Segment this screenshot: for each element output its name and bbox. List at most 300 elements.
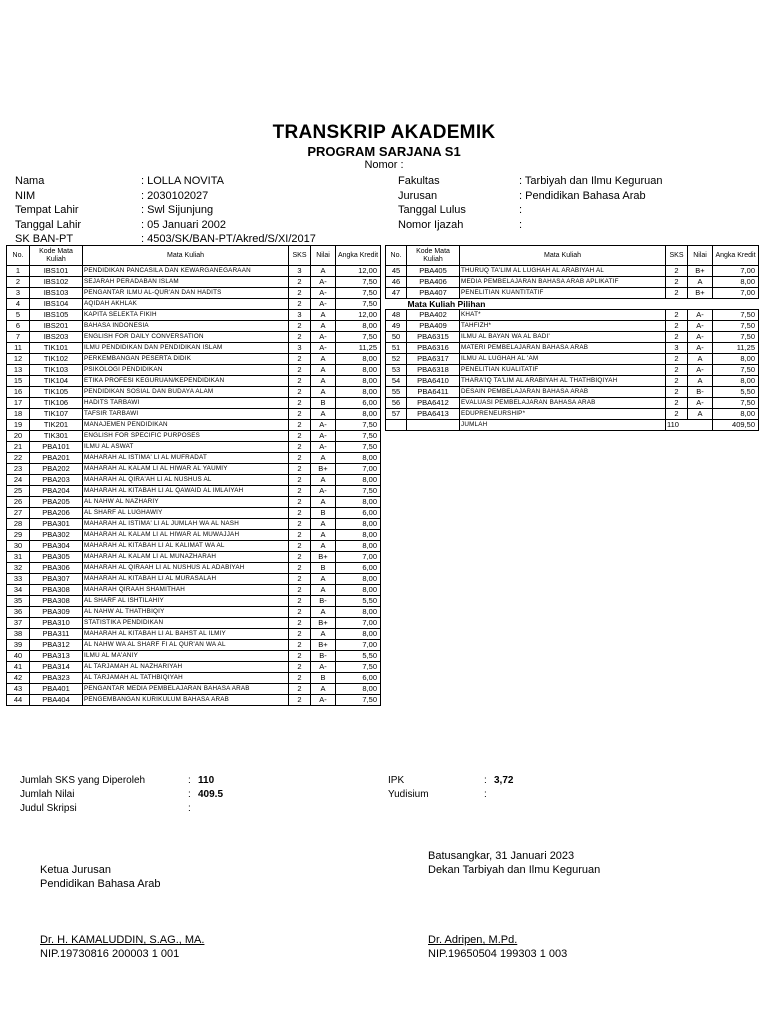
course-name: TAFSIR TARBAWI bbox=[83, 409, 289, 420]
course-sks: 2 bbox=[289, 475, 311, 486]
course-sks: 3 bbox=[289, 310, 311, 321]
course-sks: 2 bbox=[289, 464, 311, 475]
course-code: PBA101 bbox=[30, 442, 83, 453]
header-sks: SKS bbox=[666, 246, 688, 266]
document-title: TRANSKRIP AKADEMIK bbox=[272, 122, 496, 143]
table-row bbox=[386, 310, 759, 321]
course-name: MEDIA PEMBELAJARAN BAHASA ARAB APLIKATIF bbox=[460, 277, 666, 288]
table-row bbox=[7, 332, 381, 343]
table-row bbox=[7, 343, 381, 354]
course-sks: 2 bbox=[289, 541, 311, 552]
course-credit: 12,00 bbox=[336, 310, 381, 321]
course-code: PBA313 bbox=[30, 651, 83, 662]
head-signature-name bbox=[40, 933, 204, 961]
head-department: Pendidikan Bahasa Arab bbox=[40, 878, 161, 890]
course-grade: A- bbox=[688, 332, 713, 343]
table-row bbox=[386, 266, 759, 277]
header-nilai: Nilai bbox=[688, 246, 713, 266]
course-sks: 2 bbox=[289, 288, 311, 299]
table-row bbox=[7, 541, 381, 552]
course-sks: 2 bbox=[289, 332, 311, 343]
course-name: PENGANTAR MEDIA PEMBELAJARAN BAHASA ARAB bbox=[83, 684, 289, 695]
table-row bbox=[386, 409, 759, 420]
course-name: SEJARAH PERADABAN ISLAM bbox=[83, 277, 289, 288]
course-credit: 7,00 bbox=[336, 552, 381, 563]
summary-row bbox=[20, 774, 223, 788]
course-no: 34 bbox=[7, 585, 30, 596]
course-sks: 2 bbox=[666, 332, 688, 343]
course-credit: 5,50 bbox=[713, 387, 759, 398]
course-code: PBA204 bbox=[30, 486, 83, 497]
course-name: KAPITA SELEKTA FIKIH bbox=[83, 310, 289, 321]
course-credit: 6,00 bbox=[336, 398, 381, 409]
table-row bbox=[7, 409, 381, 420]
course-grade: B+ bbox=[311, 464, 336, 475]
info-label: Tempat Lahir bbox=[15, 204, 79, 216]
course-sks: 2 bbox=[289, 497, 311, 508]
info-value: : 2030102027 bbox=[141, 189, 209, 202]
course-name: MAHARAH QIRAAH SHAMITHAH bbox=[83, 585, 289, 596]
course-no: 53 bbox=[386, 365, 407, 376]
table-row bbox=[7, 288, 381, 299]
summary-row bbox=[20, 788, 223, 802]
course-grade: A bbox=[311, 321, 336, 332]
course-grade: A- bbox=[311, 299, 336, 310]
course-no: 33 bbox=[7, 574, 30, 585]
course-credit: 7,00 bbox=[713, 288, 759, 299]
course-code: IBS105 bbox=[30, 310, 83, 321]
info-value: : bbox=[519, 218, 523, 231]
course-sks: 2 bbox=[289, 519, 311, 530]
table-row bbox=[7, 475, 381, 486]
course-name: PSIKOLOGI PENDIDIKAN bbox=[83, 365, 289, 376]
course-name: MATERI PEMBELAJARAN BAHASA ARAB bbox=[460, 343, 666, 354]
info-label: Tanggal Lahir bbox=[15, 218, 82, 231]
course-sks: 2 bbox=[289, 486, 311, 497]
course-no: 35 bbox=[7, 596, 30, 607]
course-credit: 7,50 bbox=[713, 365, 759, 376]
course-credit: 7,00 bbox=[713, 266, 759, 277]
course-sks: 2 bbox=[289, 376, 311, 387]
course-sks: 2 bbox=[289, 673, 311, 684]
summary-row bbox=[388, 788, 513, 802]
summary-label: Jumlah SKS yang Diperoleh bbox=[20, 775, 146, 786]
course-no: 17 bbox=[7, 398, 30, 409]
course-code: PBA202 bbox=[30, 464, 83, 475]
course-grade: A bbox=[311, 387, 336, 398]
elective-section-row bbox=[386, 299, 759, 310]
course-grade: A bbox=[311, 629, 336, 640]
info-row bbox=[15, 203, 316, 218]
course-sks: 2 bbox=[289, 530, 311, 541]
course-no: 20 bbox=[7, 431, 30, 442]
course-credit: 11,25 bbox=[713, 343, 759, 354]
dean-title: Dekan Tarbiyah dan Ilmu Keguruan bbox=[428, 864, 601, 876]
course-name: AL TARJAMAH AL NAZHARIYAH bbox=[83, 662, 289, 673]
course-name: MAHARAH AL KALAM LI AL HIWAR AL YAUMIY bbox=[83, 464, 289, 475]
summary-colon: : bbox=[188, 803, 191, 814]
info-row bbox=[398, 203, 663, 218]
course-no: 46 bbox=[386, 277, 407, 288]
table-row bbox=[7, 497, 381, 508]
course-code: TIK103 bbox=[30, 365, 83, 376]
course-code: IBS203 bbox=[30, 332, 83, 343]
course-grade: B bbox=[311, 398, 336, 409]
course-sks: 2 bbox=[666, 376, 688, 387]
course-name: AL NAHW WA AL SHARF FI AL QUR'AN WA AL bbox=[83, 640, 289, 651]
course-name: PERKEMBANGAN PESERTA DIDIK bbox=[83, 354, 289, 365]
course-credit: 8,00 bbox=[336, 453, 381, 464]
course-name: AQIDAH AKHLAK bbox=[83, 299, 289, 310]
course-sks: 3 bbox=[289, 266, 311, 277]
course-code: PBA314 bbox=[30, 662, 83, 673]
table-row bbox=[386, 277, 759, 288]
summary-colon: : bbox=[188, 775, 191, 786]
course-no: 22 bbox=[7, 453, 30, 464]
dean-nip: NIP.19650504 199303 1 003 bbox=[428, 948, 568, 960]
info-value: : 4503/SK/BAN-PT/Akred/S/XI/2017 bbox=[141, 233, 316, 245]
info-label: Jurusan bbox=[398, 189, 438, 202]
table-row bbox=[7, 299, 381, 310]
table-row bbox=[7, 618, 381, 629]
course-name: ILMU AL MA'ANIY bbox=[83, 651, 289, 662]
course-code: PBA301 bbox=[30, 519, 83, 530]
summary-colon: : bbox=[484, 789, 487, 800]
table-row bbox=[7, 662, 381, 673]
course-credit: 8,00 bbox=[336, 530, 381, 541]
course-sks: 2 bbox=[289, 365, 311, 376]
course-code: PBA6411 bbox=[407, 387, 460, 398]
course-name: PENGEMBANGAN KURIKULUM BAHASA ARAB bbox=[83, 695, 289, 706]
course-sks: 2 bbox=[289, 387, 311, 398]
course-grade: A- bbox=[311, 442, 336, 453]
table-row bbox=[7, 365, 381, 376]
course-no: 21 bbox=[7, 442, 30, 453]
course-grade: A- bbox=[311, 343, 336, 354]
table-row bbox=[7, 596, 381, 607]
course-no: 44 bbox=[7, 695, 30, 706]
table-row bbox=[7, 464, 381, 475]
table-row bbox=[7, 563, 381, 574]
table-row bbox=[7, 266, 381, 277]
course-credit: 8,00 bbox=[336, 519, 381, 530]
course-code: TIK107 bbox=[30, 409, 83, 420]
course-credit: 8,00 bbox=[336, 376, 381, 387]
header-no: No. bbox=[7, 246, 30, 266]
course-no: 5 bbox=[7, 310, 30, 321]
course-grade: A bbox=[311, 530, 336, 541]
course-grade: B bbox=[311, 673, 336, 684]
table-row bbox=[7, 607, 381, 618]
course-name: HADITS TARBAWI bbox=[83, 398, 289, 409]
course-grade: A- bbox=[311, 431, 336, 442]
student-info-right bbox=[398, 174, 663, 232]
table-row bbox=[7, 585, 381, 596]
course-grade: B+ bbox=[688, 266, 713, 277]
info-value: : 05 Januari 2002 bbox=[141, 218, 227, 231]
course-grade: A bbox=[311, 266, 336, 277]
course-no: 7 bbox=[7, 332, 30, 343]
table-row bbox=[7, 651, 381, 662]
course-no: 30 bbox=[7, 541, 30, 552]
document-subtitle: PROGRAM SARJANA S1 bbox=[307, 144, 461, 159]
course-credit: 8,00 bbox=[336, 574, 381, 585]
course-sks: 2 bbox=[666, 288, 688, 299]
course-credit: 8,00 bbox=[713, 354, 759, 365]
course-credit: 7,50 bbox=[336, 431, 381, 442]
course-sks: 2 bbox=[289, 574, 311, 585]
course-code: PBA311 bbox=[30, 629, 83, 640]
course-code: PBA203 bbox=[30, 475, 83, 486]
course-credit: 7,50 bbox=[336, 662, 381, 673]
table-row bbox=[7, 519, 381, 530]
course-credit: 7,50 bbox=[336, 299, 381, 310]
course-grade: A bbox=[311, 453, 336, 464]
table-row bbox=[7, 387, 381, 398]
course-grade: A- bbox=[311, 486, 336, 497]
course-credit: 8,00 bbox=[336, 409, 381, 420]
course-grade: A bbox=[311, 365, 336, 376]
course-name: PENDIDIKAN SOSIAL DAN BUDAYA ALAM bbox=[83, 387, 289, 398]
course-sks: 2 bbox=[666, 398, 688, 409]
course-name: BAHASA INDONESIA bbox=[83, 321, 289, 332]
course-grade: A- bbox=[311, 288, 336, 299]
course-credit: 7,50 bbox=[336, 332, 381, 343]
info-label: Nama bbox=[15, 175, 45, 187]
info-value: : Tarbiyah dan Ilmu Keguruan bbox=[519, 175, 663, 187]
course-grade: A bbox=[688, 277, 713, 288]
course-name: KHAT* bbox=[460, 310, 666, 321]
course-credit: 7,00 bbox=[336, 640, 381, 651]
course-no: 48 bbox=[386, 310, 407, 321]
course-credit: 8,00 bbox=[336, 684, 381, 695]
course-credit: 11,25 bbox=[336, 343, 381, 354]
course-credit: 7,50 bbox=[713, 332, 759, 343]
table-row bbox=[7, 508, 381, 519]
course-code: TIK105 bbox=[30, 387, 83, 398]
total-no bbox=[386, 420, 407, 431]
course-credit: 8,00 bbox=[336, 321, 381, 332]
course-code: PBA402 bbox=[407, 310, 460, 321]
summary-label: Yudisium bbox=[388, 789, 429, 800]
header-angka-kredit: Angka Kredit bbox=[336, 246, 381, 266]
course-name: THARA'IQ TA'LIM AL ARABIYAH AL THATHBIQIYAH bbox=[460, 376, 666, 387]
summary-row bbox=[20, 802, 223, 816]
course-code: PBA6317 bbox=[407, 354, 460, 365]
course-name: TAHFIZH* bbox=[460, 321, 666, 332]
info-row bbox=[15, 218, 316, 233]
course-sks: 2 bbox=[289, 695, 311, 706]
place-date: Batusangkar, 31 Januari 2023 bbox=[428, 850, 575, 862]
course-name: MAHARAH AL KITABAH LI AL BAHST AL ILMIY bbox=[83, 629, 289, 640]
course-credit: 8,00 bbox=[713, 376, 759, 387]
course-name: AL TARJAMAH AL TATHBIQIYAH bbox=[83, 673, 289, 684]
course-no: 50 bbox=[386, 332, 407, 343]
course-grade: B- bbox=[311, 651, 336, 662]
course-sks: 2 bbox=[666, 365, 688, 376]
course-grade: A- bbox=[688, 321, 713, 332]
course-name: ENGLISH FOR SPECIFIC PURPOSES bbox=[83, 431, 289, 442]
info-row bbox=[398, 174, 663, 189]
course-name: MAHARAH AL KALAM LI AL MUNAZHARAH bbox=[83, 552, 289, 563]
course-credit: 5,50 bbox=[336, 651, 381, 662]
course-grade: A- bbox=[688, 398, 713, 409]
summary-label: IPK bbox=[388, 775, 405, 786]
course-no: 51 bbox=[386, 343, 407, 354]
summary-colon: : bbox=[484, 775, 487, 786]
course-credit: 8,00 bbox=[713, 277, 759, 288]
table-row bbox=[7, 431, 381, 442]
course-code: TIK104 bbox=[30, 376, 83, 387]
course-grade: A- bbox=[311, 662, 336, 673]
header-no: No. bbox=[386, 246, 407, 266]
course-name: STATISTIKA PENDIDIKAN bbox=[83, 618, 289, 629]
course-no: 18 bbox=[7, 409, 30, 420]
course-grade: A- bbox=[311, 695, 336, 706]
course-code: PBA404 bbox=[30, 695, 83, 706]
course-credit: 8,00 bbox=[336, 497, 381, 508]
table-row bbox=[7, 420, 381, 431]
course-sks: 2 bbox=[666, 266, 688, 277]
course-name: MAHARAH AL KALAM LI AL HIWAR AL MUWAJJAH bbox=[83, 530, 289, 541]
course-credit: 7,50 bbox=[336, 277, 381, 288]
course-name: MAHARAH AL QIRA'AH LI AL NUSHUS AL bbox=[83, 475, 289, 486]
table-row bbox=[7, 673, 381, 684]
summary-label: Judul Skripsi bbox=[20, 803, 77, 814]
course-code: TIK106 bbox=[30, 398, 83, 409]
course-no: 40 bbox=[7, 651, 30, 662]
course-credit: 7,50 bbox=[336, 486, 381, 497]
course-credit: 8,00 bbox=[336, 585, 381, 596]
course-grade: A- bbox=[311, 332, 336, 343]
course-no: 45 bbox=[386, 266, 407, 277]
course-sks: 2 bbox=[289, 409, 311, 420]
info-value: : Pendidikan Bahasa Arab bbox=[519, 189, 646, 202]
course-grade: B+ bbox=[311, 552, 336, 563]
course-no: 27 bbox=[7, 508, 30, 519]
course-credit: 7,50 bbox=[713, 398, 759, 409]
course-sks: 2 bbox=[289, 431, 311, 442]
course-name: MANAJEMEN PENDIDIKAN bbox=[83, 420, 289, 431]
course-sks: 2 bbox=[666, 277, 688, 288]
course-grade: A bbox=[311, 684, 336, 695]
course-sks: 2 bbox=[289, 321, 311, 332]
course-no: 57 bbox=[386, 409, 407, 420]
course-code: PBA206 bbox=[30, 508, 83, 519]
course-credit: 5,50 bbox=[336, 596, 381, 607]
course-name: EVALUASI PEMBELAJARAN BAHASA ARAB bbox=[460, 398, 666, 409]
course-code: PBA6315 bbox=[407, 332, 460, 343]
course-no: 3 bbox=[7, 288, 30, 299]
course-grade: A bbox=[311, 541, 336, 552]
head-name: Dr. H. KAMALUDDIN, S.AG., MA. bbox=[40, 934, 205, 946]
info-label: NIM bbox=[15, 189, 36, 202]
course-credit: 7,50 bbox=[336, 695, 381, 706]
course-code: PBA305 bbox=[30, 552, 83, 563]
course-no: 47 bbox=[386, 288, 407, 299]
header-sks: SKS bbox=[289, 246, 311, 266]
table-row bbox=[7, 453, 381, 464]
table-row bbox=[7, 640, 381, 651]
course-name: MAHARAH AL QIRAAH LI AL NUSHUS AL ADABIYAH bbox=[83, 563, 289, 574]
course-code: TIK201 bbox=[30, 420, 83, 431]
course-no: 42 bbox=[7, 673, 30, 684]
course-no: 2 bbox=[7, 277, 30, 288]
course-grade: A- bbox=[688, 310, 713, 321]
course-no: 29 bbox=[7, 530, 30, 541]
course-code: IBS101 bbox=[30, 266, 83, 277]
summary-right bbox=[388, 774, 513, 802]
course-sks: 2 bbox=[289, 684, 311, 695]
course-no: 12 bbox=[7, 354, 30, 365]
course-code: TIK102 bbox=[30, 354, 83, 365]
course-no: 28 bbox=[7, 519, 30, 530]
course-code: PBA308 bbox=[30, 585, 83, 596]
table-header-row bbox=[386, 246, 759, 266]
course-grade: A bbox=[311, 354, 336, 365]
course-credit: 7,00 bbox=[336, 618, 381, 629]
course-credit: 8,00 bbox=[336, 365, 381, 376]
table-row bbox=[386, 343, 759, 354]
course-code: PBA304 bbox=[30, 541, 83, 552]
table-row bbox=[7, 321, 381, 332]
course-code: PBA306 bbox=[30, 563, 83, 574]
course-name: AL NAHW AL THATHBIQIY bbox=[83, 607, 289, 618]
course-no: 25 bbox=[7, 486, 30, 497]
course-grade: B bbox=[311, 508, 336, 519]
course-sks: 2 bbox=[666, 409, 688, 420]
table-row bbox=[7, 376, 381, 387]
course-name: AL SHARF AL LUGHAWIY bbox=[83, 508, 289, 519]
table-row bbox=[7, 398, 381, 409]
course-code: IBS103 bbox=[30, 288, 83, 299]
course-no: 39 bbox=[7, 640, 30, 651]
elective-section-title: Mata Kuliah Pilihan bbox=[407, 299, 486, 309]
course-name: MAHARAH AL ISTIMA' LI AL MUFRADAT bbox=[83, 453, 289, 464]
course-credit: 7,50 bbox=[336, 442, 381, 453]
signature-block-dean bbox=[428, 849, 600, 877]
course-sks: 3 bbox=[289, 343, 311, 354]
table-row bbox=[7, 486, 381, 497]
course-no: 31 bbox=[7, 552, 30, 563]
course-name: MAHARAH AL ISTIMA' LI AL JUMLAH WA AL NASH bbox=[83, 519, 289, 530]
course-code: PBA323 bbox=[30, 673, 83, 684]
course-sks: 2 bbox=[289, 552, 311, 563]
table-row bbox=[7, 552, 381, 563]
course-code: TIK101 bbox=[30, 343, 83, 354]
course-name: THURUQ TA'LIM AL LUGHAH AL ARABIYAH AL bbox=[460, 266, 666, 277]
header-kode: Kode Mata Kuliah bbox=[407, 246, 460, 266]
course-code: PBA307 bbox=[30, 574, 83, 585]
course-no: 13 bbox=[7, 365, 30, 376]
course-no: 37 bbox=[7, 618, 30, 629]
course-credit: 12,00 bbox=[336, 266, 381, 277]
head-nip: NIP.19730816 200003 1 001 bbox=[40, 948, 180, 960]
course-credit: 8,00 bbox=[336, 475, 381, 486]
course-grade: A bbox=[311, 409, 336, 420]
course-no: 41 bbox=[7, 662, 30, 673]
course-name: MAHARAH AL KITABAH LI AL KALIMAT WA AL bbox=[83, 541, 289, 552]
info-label: Nomor Ijazah bbox=[398, 218, 464, 231]
course-sks: 2 bbox=[289, 662, 311, 673]
info-value: : bbox=[519, 204, 523, 216]
course-credit: 7,50 bbox=[336, 288, 381, 299]
course-grade: B+ bbox=[311, 618, 336, 629]
course-grade: A bbox=[311, 475, 336, 486]
summary-row bbox=[388, 774, 513, 788]
course-no: 38 bbox=[7, 629, 30, 640]
total-label: JUMLAH bbox=[460, 420, 666, 431]
